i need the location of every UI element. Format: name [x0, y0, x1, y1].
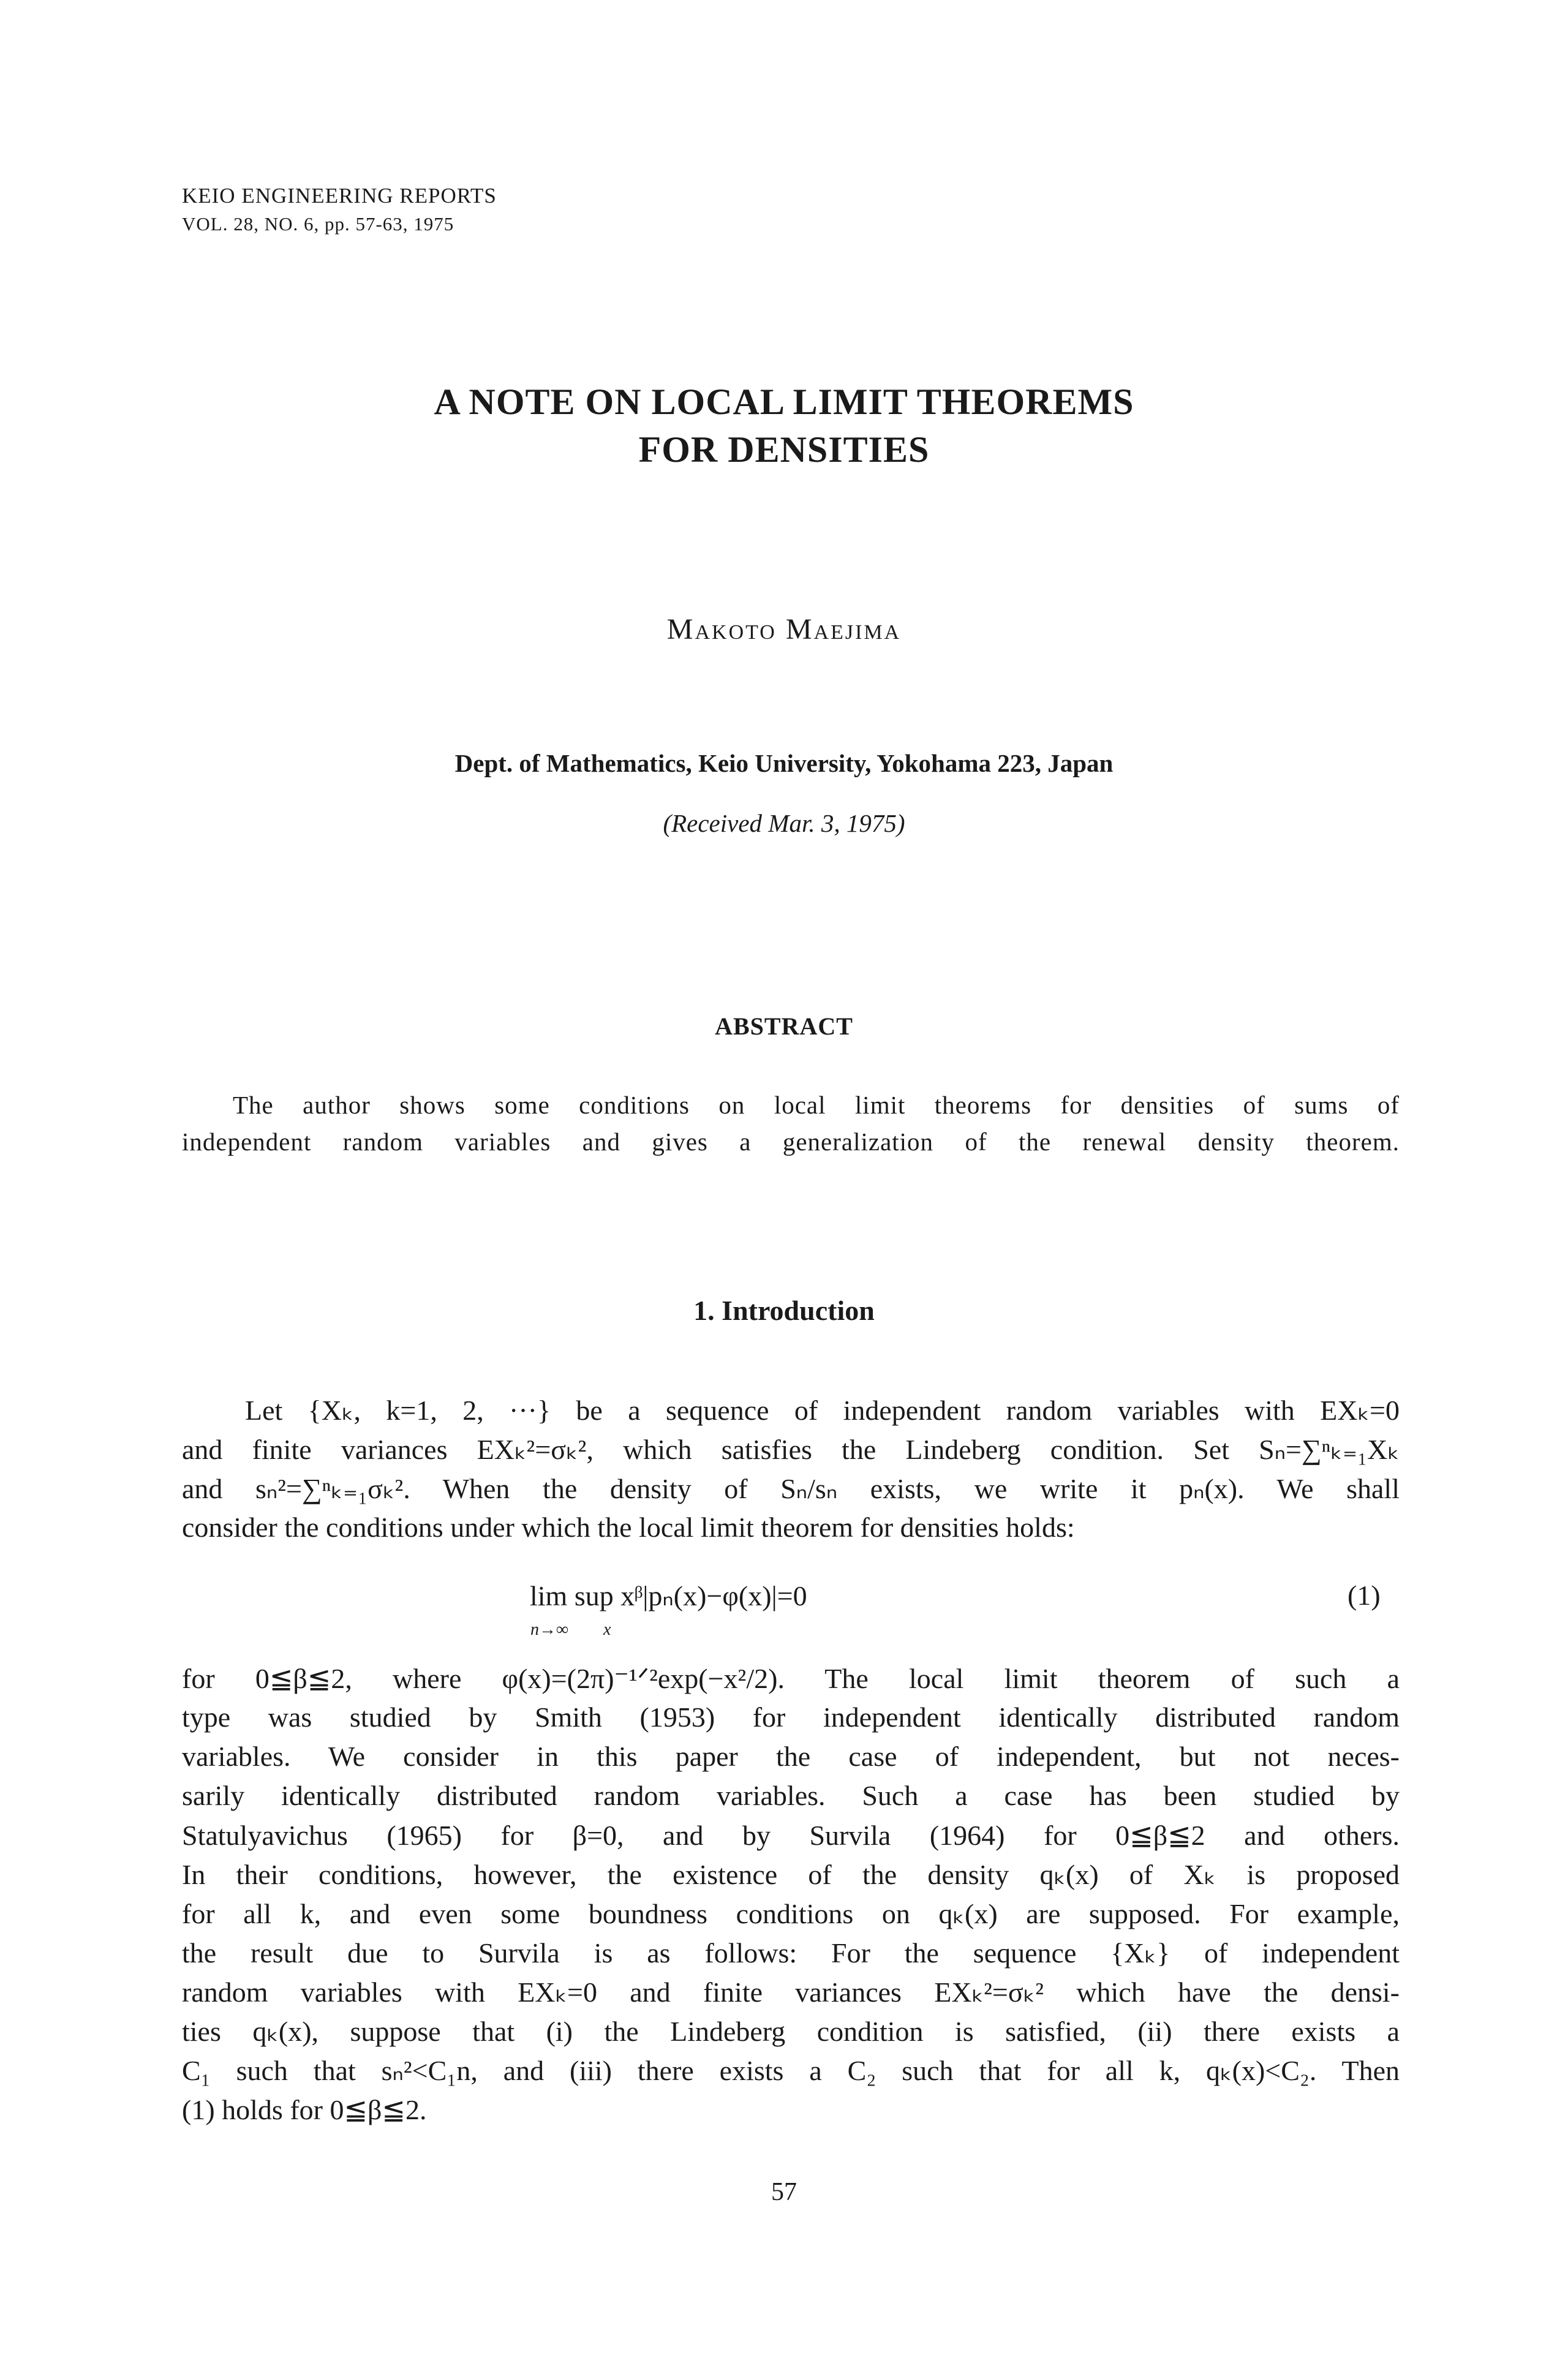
paragraph-line: Statulyavichus (1965) for β=0, and by Survila (1964) for 0≦β≦2 and others.: [182, 1820, 1400, 1851]
paragraph-line: C₁ such that sₙ²<C₁n, and (iii) there exists a C₂ such that for all k, qₖ(x)<C₂. Then: [182, 2055, 1400, 2086]
paragraph-line: ties qₖ(x), suppose that (i) the Lindeberg condition is satisfied, (ii) there exists a: [182, 2016, 1400, 2047]
paragraph-line: sarily identically distributed random variables. Such a case has been studied by: [182, 1780, 1400, 1811]
paragraph-line: Let {Xₖ, k=1, 2, ···} be a sequence of independent random variables with EXₖ=0: [245, 1395, 1400, 1426]
abstract-line: The author shows some conditions on local limit theorems for densities of sums of: [233, 1091, 1400, 1119]
abstract-heading: ABSTRACT: [715, 1012, 853, 1040]
paragraph-line: consider the conditions under which the local limit theorem for densities holds:: [182, 1512, 1075, 1543]
author: Makoto Maejima: [666, 613, 902, 646]
equation-1: lim sup xᵝ|pₙ(x)−φ(x)|=0: [530, 1580, 807, 1611]
paragraph-line: variables. We consider in this paper the case of independent, but not neces-: [182, 1741, 1400, 1772]
equation-sup-subscript: x: [603, 1620, 611, 1639]
paragraph-line: for 0≦β≦2, where φ(x)=(2π)⁻¹ᐟ²exp(−x²/2). The local limit theorem of such a: [182, 1663, 1400, 1694]
page-number: 57: [771, 2178, 797, 2206]
journal-name: KEIO ENGINEERING REPORTS: [182, 184, 497, 208]
journal-volume: VOL. 28, NO. 6, pp. 57-63, 1975: [182, 213, 454, 235]
paragraph-line: random variables with EXₖ=0 and finite variances EXₖ²=σₖ² which have the densi-: [182, 1977, 1400, 2008]
affiliation: Dept. of Mathematics, Keio University, Yokohama 223, Japan: [454, 749, 1114, 777]
paragraph-line: and finite variances EXₖ²=σₖ², which satisfies the Lindeberg condition. Set Sₙ=∑ⁿₖ₌₁Xₖ: [182, 1434, 1400, 1465]
paper-title-line-1: A NOTE ON LOCAL LIMIT THEOREMS: [434, 382, 1134, 422]
paragraph-line: and sₙ²=∑ⁿₖ₌₁σₖ². When the density of Sₙ/sₙ exists, we write it pₙ(x). We shall: [182, 1473, 1400, 1504]
equation-lim-subscript: n→∞: [530, 1620, 568, 1639]
paper-title-line-2: FOR DENSITIES: [638, 429, 930, 470]
paragraph-line: In their conditions, however, the existence of the density qₖ(x) of Xₖ is proposed: [182, 1859, 1400, 1890]
abstract-line: independent random variables and gives a generalization of the renewal density theorem.: [182, 1128, 1400, 1156]
section-heading: 1. Introduction: [693, 1295, 875, 1326]
equation-number: (1): [1348, 1580, 1381, 1611]
paragraph-line: (1) holds for 0≦β≦2.: [182, 2094, 427, 2125]
paragraph-line: the result due to Survila is as follows: For the sequence {Xₖ} of independent: [182, 1937, 1400, 1969]
paragraph-line: for all k, and even some boundness conditions on qₖ(x) are supposed. For example,: [182, 1898, 1400, 1929]
paragraph-line: type was studied by Smith (1953) for independent identically distributed random: [182, 1702, 1400, 1733]
received-date: (Received Mar. 3, 1975): [663, 809, 905, 837]
